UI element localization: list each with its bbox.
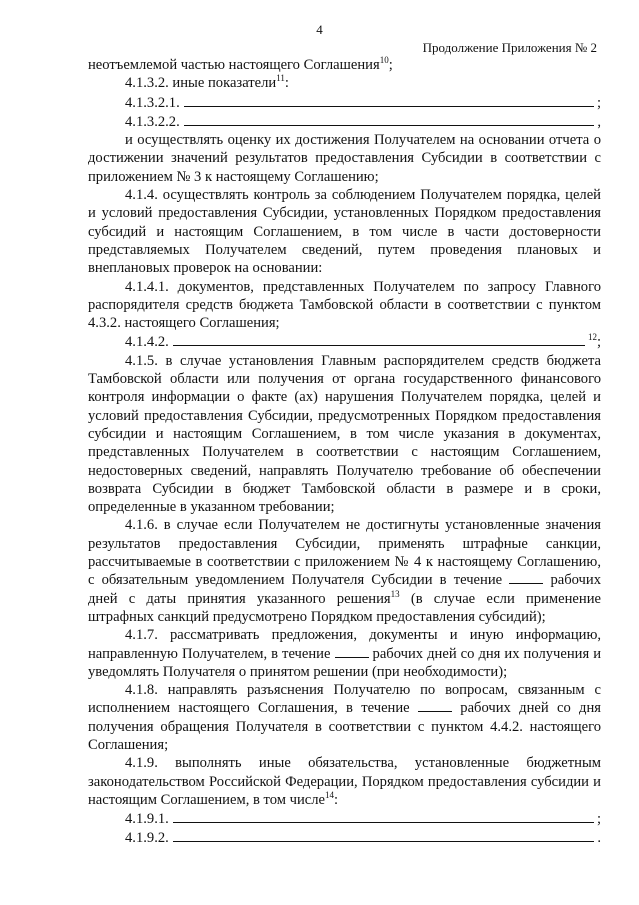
footnote-ref: 10 [379, 55, 389, 66]
fill-in-line [184, 93, 594, 107]
clause-4-1-8: 4.1.8. направлять разъяснения Получателю по вопросам, связанным с исполнением настоящего Соглашения, в течение рабочих дней со дня получения обращения Получателя в соответствии с пунктом 4.4.2. настоящего Соглашения; [88, 682, 601, 753]
fill-in-line [184, 112, 595, 126]
clause-4-1-9-2: 4.1.9.2. . [125, 830, 601, 847]
clause-4-1-9-1: 4.1.9.1. ; [125, 811, 601, 828]
clause-4-1-4-1: 4.1.4.1. документов, представленных Получателем по запросу Главного распорядителя средств бюджета Тамбовской области в соответствии с пунктом 4.3.2. настоящего Соглашения; [88, 278, 601, 332]
clause-4-1-4-2: 4.1.4.2. $^{12}$; [125, 332, 601, 351]
clause-4-1-3-2: 4.1.3.2. иные показатели$^{11}$: [125, 73, 289, 92]
intro-line: неотъемлемой частью настоящего Соглашения$^{10}$; [88, 55, 393, 73]
fill-in-blank [509, 571, 543, 584]
clause-4-1-4: 4.1.4. осуществлять контроль за соблюдением Получателем порядка, целей и условий предоставления Субсидии, установленных Порядком предоставления субсидий и настоящим Соглашением, в том числе в части достоверности представляемых Получателем сведений, путем проведения плановых и внеплановых проверок на основании: [88, 187, 601, 277]
clause-4-1-7: 4.1.7. рассматривать предложения, документы и иную информацию, направленную Получателем, в течение рабочих дней со дня их получения и уведомлять Получателя о принятом решении (при необходимости); [88, 627, 602, 680]
document-body [88, 56, 601, 848]
clause-4-1-6: 4.1.6. в случае если Получателем не достигнуты установленные значения результатов предоставления Субсидии, применять штрафные санкции, рассчитываемые в соответствии с приложением № 4 к настоящему Соглашению, с обязательным уведомлением Получателя Субсидии в течение рабочих дней с даты принятия указанного решения$^{13}$ (в случае если применение штрафных санкций предусмотрено Порядком предоставления субсидий); [88, 517, 602, 625]
fill-in-line [173, 809, 594, 823]
footnote-ref: 13 [390, 588, 400, 599]
clause-4-1-3-2-2: 4.1.3.2.2. , [125, 113, 601, 130]
clause-4-1-9: 4.1.9. выполнять иные обязательства, установленные бюджетным законодательством Российской Федерации, Порядком предоставления субсидии и настоящим Соглашением, в том числе$^{14}$: [88, 755, 601, 808]
clause-4-1-3-2-1: 4.1.3.2.1. ; [125, 94, 601, 111]
clause-4-1-5: 4.1.5. в случае установления Главным распорядителем средств бюджета Тамбовской области или получения от органа государственного финансового контроля информации о факте (ах) нарушения Получателем порядка, целей и условий предоставления Субсидии, предусмотренных Порядком предоставления субсидии и настоящим Соглашением, в том числе указания в документах, представленных Получателем в соответствии с настоящим Соглашением, недостоверных сведений, направлять Получателю требование об обеспечении возврата Субсидии в бюджет Тамбовской области в размере и в сроки, определенные в указанном требовании; [88, 352, 601, 516]
assessment-paragraph: и осуществлять оценку их достижения Получателем на основании отчета о достижении значений результатов предоставления Субсидии в соответствии с приложением № 3 к настоящему Соглашению; [88, 132, 601, 185]
fill-in-blank [335, 645, 369, 658]
fill-in-line [173, 332, 585, 346]
footnote-ref: 12 [587, 332, 597, 343]
appendix-continuation-note: Продолжение Приложения № 2 [422, 40, 597, 55]
page-number: 4 [316, 22, 323, 37]
fill-in-blank [418, 699, 452, 712]
fill-in-line [173, 828, 595, 842]
footnote-ref: 14 [325, 790, 335, 801]
footnote-ref: 11 [276, 73, 285, 84]
